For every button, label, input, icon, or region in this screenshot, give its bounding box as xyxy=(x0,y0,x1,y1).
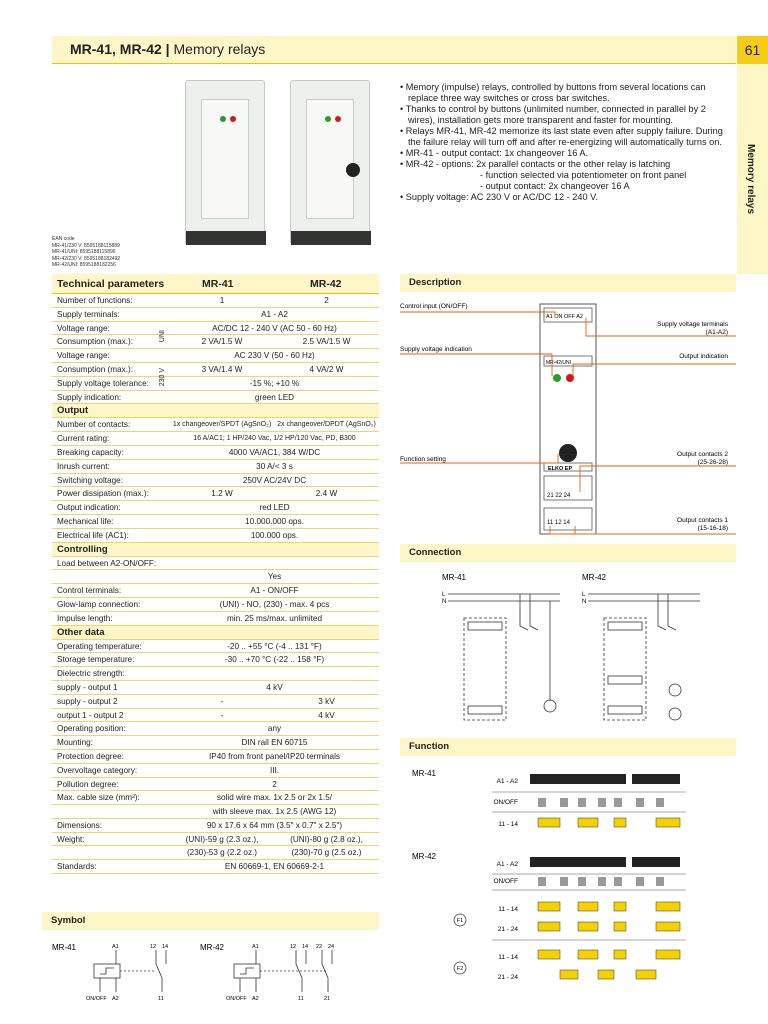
svg-text:(25-26-28): (25-26-28) xyxy=(697,459,728,466)
param-label: Inrush current: xyxy=(57,461,110,471)
description-heading: Description xyxy=(400,274,736,292)
list-item: • MR-42 - options: 2x parallel contacts or the other relay is latching xyxy=(400,159,671,169)
table-row xyxy=(52,432,379,446)
table-row xyxy=(52,377,379,391)
green-led xyxy=(553,374,561,382)
page-title: MR-41, MR-42 | Memory relays xyxy=(70,41,266,57)
f1-label: F1 xyxy=(456,918,464,924)
page-header xyxy=(52,36,736,64)
table-row xyxy=(52,819,379,833)
param-label: Storage temperature: xyxy=(57,655,135,665)
param-label: Output indication: xyxy=(57,503,121,513)
param-label: Number of contacts: xyxy=(57,420,131,430)
supply-indication-label: Supply voltage indication xyxy=(400,346,472,353)
value-common: min. 25 ms/max. unlimited xyxy=(226,613,323,623)
svg-text:21 - 24: 21 - 24 xyxy=(497,926,518,933)
table-row xyxy=(52,846,379,860)
value-common: -30 .. +70 °C (-22 .. 158 °F) xyxy=(224,655,325,665)
param-label: Voltage range: xyxy=(57,323,110,333)
symbol-heading: Symbol xyxy=(42,912,379,930)
value-mr42: 4 VA/2 W xyxy=(309,364,344,374)
value-mr42: (230)-70 g (2.5 oz.) xyxy=(291,848,362,858)
param-label: Standards: xyxy=(57,862,97,872)
list-item: • Relays MR-41, MR-42 memorize its last state even after supply failure. During the failure relay will turn off and after re-energizing will automatically turns on. xyxy=(400,126,723,147)
table-row xyxy=(52,640,379,654)
table-row xyxy=(52,612,379,626)
control-input-label: Control input (ON/OFF) xyxy=(400,303,468,310)
product-photo-mr41 xyxy=(185,80,265,245)
table-row xyxy=(52,335,379,349)
table-row xyxy=(52,460,379,474)
value-mr42: 2.4 W xyxy=(315,489,338,499)
param-label: Supply indication: xyxy=(57,392,122,402)
param-label: output 1 - output 2 xyxy=(57,710,124,720)
value-common: -20 .. +55 °C (-4 .. 131 °F) xyxy=(227,641,322,651)
symbol-mr42-label: MR-42 xyxy=(200,943,225,952)
value-common: -15 %; +10 % xyxy=(249,378,300,388)
page-number: 61 xyxy=(737,36,768,64)
value-common: 90 x 17.6 x 64 mm (3.5" x 0.7" x 2.5") xyxy=(206,820,343,830)
value-common: solid wire max. 1x 2.5 or 2x 1.5/ xyxy=(216,793,333,803)
param-label: Load between A2-ON/OFF: xyxy=(57,558,157,568)
output-pulses xyxy=(538,818,680,979)
table-row xyxy=(52,750,379,764)
table-row xyxy=(52,529,379,543)
value-common: III. xyxy=(269,765,280,775)
output-contacts-2-label: Output contacts 2 xyxy=(677,451,728,458)
table-row xyxy=(52,363,379,377)
function-diagram xyxy=(400,760,736,990)
svg-text:11: 11 xyxy=(298,996,304,1002)
value-common: 4 kV xyxy=(266,682,283,692)
value-mr42: 2x changeover/DPDT (AgSnO₂) xyxy=(277,421,376,429)
param-label: Mechanical life: xyxy=(57,516,114,526)
value-common: with sleeve max. 1x 2.5 (AWG 12) xyxy=(212,807,337,817)
table-row xyxy=(52,487,379,501)
value-common: 16 A/AC1; 1 HP/240 Vac, 1/2 HP/120 Vac, PD, B300 xyxy=(193,435,356,443)
product-photo-mr42 xyxy=(290,80,370,245)
function-knob xyxy=(559,444,577,462)
svg-text:22: 22 xyxy=(316,944,323,950)
param-label: Weight: xyxy=(57,834,85,844)
svg-text:N: N xyxy=(442,599,447,605)
value-common: 100.000 ops. xyxy=(250,530,299,540)
230v-label: 230 V xyxy=(159,368,166,387)
value-common: 10.000.000 ops. xyxy=(245,516,304,526)
svg-text:A1: A1 xyxy=(112,944,119,950)
symbol-mr41-label: MR-41 xyxy=(52,943,77,952)
svg-text:A1 - A2: A1 - A2 xyxy=(496,861,518,868)
table-row xyxy=(52,349,379,363)
param-label: Number of functions: xyxy=(57,296,133,305)
function-heading: Function xyxy=(400,738,736,756)
table-row xyxy=(52,474,379,488)
table-row xyxy=(52,584,379,598)
value-mr42: 3 kV xyxy=(318,696,335,706)
param-label: Consumption (max.): xyxy=(57,364,133,374)
value-mr41: 1.2 W xyxy=(211,489,233,499)
value-common: 4000 VA/AC1, 384 W/DC xyxy=(228,447,321,457)
param-label: Dimensions: xyxy=(57,820,103,830)
section-other-data: Other data xyxy=(52,626,379,640)
value-mr41: (230)-53 g (2.2 oz.) xyxy=(186,848,258,858)
svg-text:A2: A2 xyxy=(252,996,259,1002)
value-common: DIN rail EN 60715 xyxy=(241,738,308,748)
value-mr41: 1x changeover/SPDT (AgSnO₂) xyxy=(172,421,272,429)
value-mr42: 2 xyxy=(324,296,329,305)
connection-diagram xyxy=(400,566,736,732)
param-label: Supply voltage tolerance: xyxy=(57,378,149,388)
param-label: Pollution degree: xyxy=(57,779,119,789)
value-mr41: 3 VA/1.4 W xyxy=(201,364,243,374)
param-label: Breaking capacity: xyxy=(57,447,124,457)
table-row xyxy=(52,418,379,432)
svg-text:12: 12 xyxy=(150,944,157,950)
uni-label: UNI xyxy=(159,330,166,343)
table-row xyxy=(52,791,379,805)
svg-text:11 - 14: 11 - 14 xyxy=(498,821,518,828)
terminal-top-label: A1 ON OFF A2 xyxy=(546,314,583,320)
svg-text:(A1-A2): (A1-A2) xyxy=(705,329,728,336)
value-common: any xyxy=(267,724,282,734)
table-row xyxy=(52,860,379,874)
svg-text:ON/OFF: ON/OFF xyxy=(226,996,247,1002)
description-diagram xyxy=(400,296,736,541)
param-label: Voltage range: xyxy=(57,351,110,361)
param-label: Max. cable size (mm²): xyxy=(57,793,140,803)
param-label: Protection degree: xyxy=(57,751,124,761)
table-row xyxy=(52,722,379,736)
svg-text:11: 11 xyxy=(158,996,164,1002)
value-mr41: - xyxy=(220,696,224,706)
svg-text:L: L xyxy=(442,592,446,598)
value-common: A1 - ON/OFF xyxy=(250,586,299,596)
value-common: green LED xyxy=(254,392,295,402)
param-label: Control terminals: xyxy=(57,586,122,596)
value-mr41: 2 VA/1.5 W xyxy=(201,337,243,347)
table-row xyxy=(52,653,379,667)
svg-text:N: N xyxy=(582,599,587,605)
svg-text:ON/OFF: ON/OFF xyxy=(493,878,518,885)
value-common: (UNI) - NO, (230) - max. 4 pcs xyxy=(219,599,330,609)
table-row xyxy=(52,667,379,681)
param-label: Impulse length: xyxy=(57,613,113,623)
table-row xyxy=(52,570,379,584)
svg-text:21 - 24: 21 - 24 xyxy=(497,974,518,981)
param-label: Overvoltage category: xyxy=(57,765,138,775)
list-item: • Supply voltage: AC 230 V or AC/DC 12 - 240 V. xyxy=(400,192,598,202)
connection-mr41-label: MR-41 xyxy=(442,573,467,582)
table-row xyxy=(52,446,379,460)
value-common: Yes xyxy=(267,572,282,582)
device-label: MR-42/UNI xyxy=(546,360,572,366)
param-label: Operating position: xyxy=(57,724,126,734)
terminals-21-22-24: 21 22 24 xyxy=(547,493,571,499)
ean-codes: EAN code MR-41/230 V: 8595188115889 MR-41/UNI: 8595188115896 MR-42/230 V: 8595188182492 MR-42/UNI: 8595188182256 xyxy=(52,236,121,268)
value-common: 2 xyxy=(272,779,277,789)
param-label: Dielectric strength: xyxy=(57,669,125,679)
value-common: 250V AC/24V DC xyxy=(242,475,307,485)
output-indication-label: Output indication xyxy=(679,353,728,360)
svg-text:A1 - A2: A1 - A2 xyxy=(496,778,518,785)
svg-text:14: 14 xyxy=(302,944,309,950)
param-label: supply - output 1 xyxy=(57,682,118,692)
value-common: AC 230 V (50 - 60 Hz) xyxy=(234,351,315,361)
param-label: Consumption (max.): xyxy=(57,337,133,347)
table-row xyxy=(52,557,379,571)
list-item: • Memory (impulse) relays, controlled by buttons from several locations can replace three way switches or cross bar switches. xyxy=(400,82,706,103)
table-row xyxy=(52,695,379,709)
param-label: Power dissipation (max.): xyxy=(57,489,149,499)
value-mr42: 2.5 VA/1.5 W xyxy=(302,337,351,347)
list-item: • Thanks to control by buttons (unlimited number, connected in parallel by 2 wires), installation gets more transparent and faster for mounting. xyxy=(400,104,706,125)
terminals-11-12-14: 11 12 14 xyxy=(547,520,570,526)
table-header: Technical parameters MR-41 MR-42 xyxy=(52,274,379,294)
list-item: - output contact: 2x changeover 16 A xyxy=(480,181,630,191)
table-row xyxy=(52,681,379,695)
svg-text:14: 14 xyxy=(162,944,169,950)
param-label: Supply terminals: xyxy=(57,309,120,319)
value-mr42: 4 kV xyxy=(318,710,335,720)
output-contacts-1-label: Output contacts 1 xyxy=(677,517,728,524)
param-label: supply - output 2 xyxy=(57,696,118,706)
function-mr42-label: MR-42 xyxy=(412,852,437,861)
svg-text:A1: A1 xyxy=(252,944,259,950)
list-item: • MR-41 - output contact: 1x changeover 16 A. xyxy=(400,148,589,158)
table-row xyxy=(52,308,379,322)
value-mr41: - xyxy=(220,710,224,720)
value-common: red LED xyxy=(259,503,290,513)
svg-text:A2: A2 xyxy=(112,996,119,1002)
table-row xyxy=(52,294,379,308)
feature-list xyxy=(400,82,734,203)
value-mr41: (UNI)-59 g (2.3 oz.), xyxy=(185,834,259,844)
svg-text:24: 24 xyxy=(328,944,335,950)
function-setting-label: Function setting xyxy=(400,456,446,463)
param-label: Electrical life (AC1): xyxy=(57,530,129,540)
svg-text:(15-16-18): (15-16-18) xyxy=(697,525,728,532)
table-row xyxy=(52,322,379,336)
table-row xyxy=(52,764,379,778)
param-label: Switching voltage: xyxy=(57,475,123,485)
svg-text:L: L xyxy=(582,592,586,598)
svg-text:ON/OFF: ON/OFF xyxy=(493,799,518,806)
supply-terminals-label: Supply voltage terminals xyxy=(657,321,728,328)
param-label: Mounting: xyxy=(57,738,93,748)
value-common: AC/DC 12 - 240 V (AC 50 - 60 Hz) xyxy=(212,323,337,333)
connection-mr42-label: MR-42 xyxy=(582,573,607,582)
table-row xyxy=(52,778,379,792)
table-row xyxy=(52,501,379,515)
table-row xyxy=(52,709,379,723)
svg-text:12: 12 xyxy=(290,944,297,950)
side-tab: Memory relays xyxy=(737,64,768,274)
value-common: A1 - A2 xyxy=(261,309,288,319)
list-item: - function selected via potentiometer on front panel xyxy=(480,170,687,180)
svg-text:ON/OFF: ON/OFF xyxy=(86,996,107,1002)
param-label: Operating temperature: xyxy=(57,641,142,651)
svg-text:11 - 14: 11 - 14 xyxy=(498,906,518,913)
table-row xyxy=(52,515,379,529)
param-label: Current rating: xyxy=(57,434,110,444)
value-mr41: 1 xyxy=(219,296,225,305)
symbol-diagram xyxy=(52,934,352,1014)
brand-label: ELKO EP xyxy=(548,466,573,472)
table-row xyxy=(52,598,379,612)
value-common: IP40 from front panel/IP20 terminals xyxy=(208,751,341,761)
param-label: Glow-lamp connection: xyxy=(57,599,141,609)
f2-label: F2 xyxy=(456,966,464,972)
table-row xyxy=(52,805,379,819)
svg-text:21: 21 xyxy=(324,996,331,1002)
value-common: EN 60669-1, EN 60669-2-1 xyxy=(224,862,325,872)
connection-heading: Connection xyxy=(400,544,736,562)
function-mr41-label: MR-41 xyxy=(412,769,437,778)
svg-text:11 - 14: 11 - 14 xyxy=(498,954,518,961)
value-common: 30 A/< 3 s xyxy=(256,461,293,471)
tech-params-table xyxy=(52,274,379,874)
table-row xyxy=(52,736,379,750)
section-controlling: Controlling xyxy=(52,543,379,557)
table-row xyxy=(52,833,379,847)
table-row xyxy=(52,391,379,405)
control-pulses xyxy=(538,798,664,886)
value-mr42: (UNI)-80 g (2.8 oz.), xyxy=(290,834,363,844)
section-output: Output xyxy=(52,404,379,418)
